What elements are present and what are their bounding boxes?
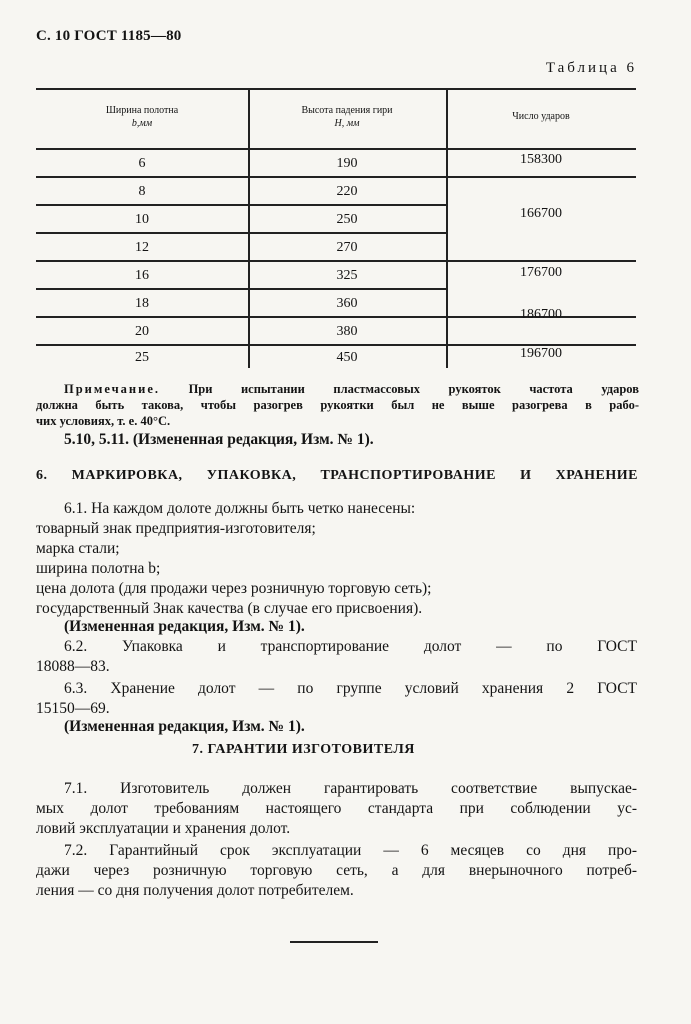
paragraph-6-1: 6.1. На каждом долоте должны быть четко нанесены: [64,500,416,517]
note-lead: Примечание. [64,382,161,396]
header-impacts: Число ударов [512,111,570,122]
paragraph-6-2-cont: 18088—83. [36,658,110,675]
width-cell: 12 [135,240,149,255]
width-cell: 8 [138,184,146,199]
width-cell: 16 [135,268,149,283]
paragraph-7-1-cont: ловий эксплуатации и хранения долот. [36,820,291,837]
table-header-rule [36,148,636,150]
height-cell: 270 [336,240,358,255]
paragraph-6-3-cont: 15150—69. [36,700,110,717]
note-line: должна быть такова, чтобы разогрев рукоятки был не выше разогрева в рабо- [36,398,639,412]
width-cell: 10 [135,212,149,227]
impacts-cell: 186700 [520,307,562,322]
note-line: При испытании пластмассовых рукояток частота ударов [188,382,640,396]
height-cell: 220 [336,184,358,199]
list-item: товарный знак предприятия-изготовителя; [36,520,316,537]
height-cell: 380 [336,324,358,339]
table-note [36,381,640,429]
paragraph-6-3: 6.3. Хранение долот — по группе условий хранения 2 ГОСТ [64,680,637,697]
section-6-title: 6. МАРКИРОВКА, УПАКОВКА, ТРАНСПОРТИРОВАНИЕ И ХРАНЕНИЕ [36,468,638,483]
paragraph-7-2-cont: ления — со дня получения долот потребителем. [36,882,354,899]
row-divider [36,176,446,178]
width-cell: 18 [135,296,149,311]
height-cell: 360 [336,296,358,311]
list-item: ширина полотна b; [36,560,161,577]
paragraph-7-2-cont: дажи через розничную торговую сеть, а для внерыночного потреб- [36,862,637,879]
row-divider [36,344,446,346]
list-item: государственный Знак качества (в случае его присвоения). [36,600,423,617]
row-divider [36,316,446,318]
list-item: марка стали; [36,540,120,557]
list-item: цена долота (для продажи через розничную торговую сеть); [36,580,432,597]
row-divider [36,260,446,262]
section-7-title: 7. ГАРАНТИИ ИЗГОТОВИТЕЛЯ [192,742,415,757]
width-cell: 6 [138,156,146,171]
height-cell: 325 [336,268,358,283]
impacts-cell: 176700 [520,265,562,280]
amendment-note: (Измененная редакция, Изм. № 1). [64,618,305,635]
impacts-cell: 196700 [520,346,562,361]
header-width: Ширина полотна b,мм [105,105,179,129]
amendment-note: (Измененная редакция, Изм. № 1). [64,718,305,735]
page-header: С. 10 ГОСТ 1185—80 [36,28,182,44]
height-cell: 450 [336,350,358,365]
end-rule [290,941,378,943]
width-cell: 25 [135,350,149,365]
height-cell: 250 [336,212,358,227]
data-table [36,88,636,368]
paragraph-7-2: 7.2. Гарантийный срок эксплуатации — 6 месяцев со дня про- [64,842,637,859]
group-divider [446,176,636,178]
paragraph-7-1: 7.1. Изготовитель должен гарантировать соответствие выпускае- [64,780,637,797]
impacts-cell: 166700 [520,206,562,221]
group-divider [446,260,636,262]
table-caption: Таблица 6 [545,60,637,76]
impacts-cell: 158300 [520,152,562,167]
row-divider [36,204,446,206]
width-cell: 20 [135,324,149,339]
paragraph-7-1-cont: мых долот требованиям настоящего стандарта при соблюдении ус- [36,800,637,817]
table-top-rule [36,88,636,90]
row-divider [36,232,446,234]
paragraph-6-2: 6.2. Упаковка и транспортирование долот — по ГОСТ [64,638,637,655]
column-divider [446,88,448,368]
note-line: чих условиях, т. е. 40°С. [36,414,171,428]
height-cell: 190 [336,156,358,171]
amendment-note: 5.10, 5.11. (Измененная редакция, Изм. № 1). [64,431,374,448]
row-divider [36,288,446,290]
header-height: Высота падения гири H, мм [301,105,393,129]
